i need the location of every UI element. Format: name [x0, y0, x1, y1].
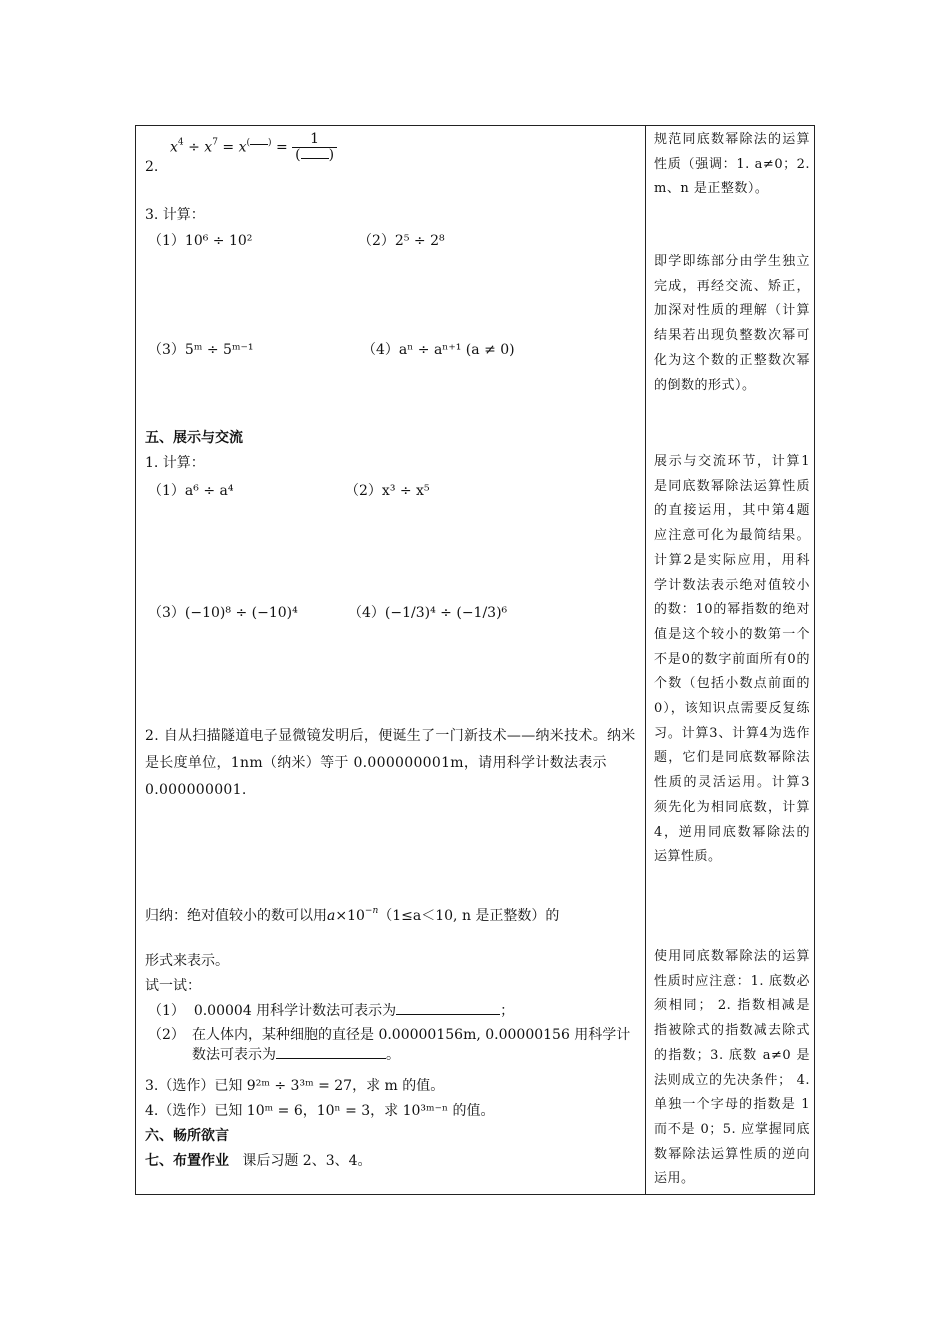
column-divider [645, 125, 646, 1195]
q2-frac-num: 1 [292, 132, 337, 148]
s5-item-4: （4）(−1/3)⁴ ÷ (−1/3)⁶ [348, 605, 508, 621]
q3-item-1: （1）10⁶ ÷ 10² [148, 233, 253, 249]
q3-optional: 3.（选作）已知 9²ᵐ ÷ 3³ᵐ = 27，求 m 的值。 [145, 1078, 445, 1094]
s5-q2-text: 2. 自从扫描隧道电子显微镜发明后，便诞生了一门新技术——纳米技术。纳米是长度单位，1nm（纳米）等于 0.000000001m，请用科学计数法表示 0.000000001. [145, 728, 636, 798]
q2-eq-1: = [217, 139, 239, 156]
s5-q1-heading: 1. 计算： [145, 455, 205, 471]
section6-title: 六、畅所欲言 [145, 1128, 229, 1144]
s5-item-3: （3）(−10)⁸ ÷ (−10)⁴ [148, 605, 298, 621]
try-item-2: 在人体内，某种细胞的直径是 0.00000156m, 0.00000156 用科学计数法可表示为 。 [192, 1027, 631, 1063]
q4-optional: 4.（选作）已知 10ᵐ = 6，10ⁿ = 3，求 10³ᵐ⁻ⁿ 的值。 [145, 1103, 495, 1119]
q2-base-1: x [170, 139, 178, 156]
q3-item-4: （4）aⁿ ÷ aⁿ⁺¹ (a ≠ 0) [362, 342, 515, 358]
q2-number: 2. [145, 159, 159, 175]
section7 [145, 1151, 372, 1171]
side-note-2: 即学即练部分由学生独立完成，再经交流、矫正，加深对性质的理解（计算结果若出现负整数次幂可化为这个数的正整数次幂的倒数的形式）。 [654, 254, 810, 393]
homework-text: 课后习题 2、3、4。 [242, 1153, 372, 1169]
q2-base-2: x [204, 139, 213, 156]
q2-exp-1: 4 [177, 137, 184, 148]
summary-line2: 形式来表示。 [145, 953, 229, 969]
summary-formula: a [327, 908, 336, 924]
q2-exp-2: 7 [212, 137, 218, 148]
q3-item-3: （3）5ᵐ ÷ 5ᵐ⁻¹ [148, 342, 254, 358]
side-note-4: 使用同底数幂除法的运算性质时应注意：1. 底数必须相同； 2. 指数相减是指被除式的指数减去除式的指数；3. 底数 a≠0 是法则成立的先决条件； 4. 单独一个字母的指数是 1 而不是 0；5. 应掌握同底数幂除法运算性质的逆向运用。 [654, 949, 810, 1187]
side-note-3: 展示与交流环节，计算1是同底数幂除法运算性质的直接运用，其中第4题应注意可化为最简结果。计算2是实际应用，用科学计数法表示绝对值较小的数：10的幂指数的绝对值是这个较小的数第一个不是0的数字前面所有0的个数（包括小数点前面的0），该知识点需要反复练习。计算3、计算4为选作题，它们是同底数幂除法性质的灵活运用。计算3须先化为相同底数，计算4，逆用同底数幂除法的运算性质。 [654, 454, 810, 865]
summary-line1: 归纳：绝对值较小的数可以用$a\times 10^{-n}(1\le a<10$, n 是正整数）的 [145, 906, 560, 924]
section5-title: 五、展示与交流 [145, 430, 243, 446]
try-1-answer-blank[interactable] [396, 1014, 500, 1015]
try-heading: 试一试： [145, 978, 201, 994]
s5-item-2: （2）x³ ÷ x⁵ [345, 483, 430, 499]
q3-item-2: （2）2⁵ ÷ 2⁸ [358, 233, 445, 249]
s5-item-1: （1）a⁶ ÷ a⁴ [148, 483, 234, 499]
q2-expression [170, 132, 337, 163]
side-note-1: 规范同底数幂除法的运算性质（强调：1. a≠0；2. m、n 是正整数）。 [654, 132, 810, 197]
q3-heading: 3. 计算： [145, 207, 205, 223]
q2-op: ÷ [183, 139, 205, 156]
q2-eq-2: = [271, 139, 293, 156]
q2-frac-den-blank: ( ) [295, 147, 335, 163]
summary-formula-exp: −n [364, 906, 379, 916]
try-item-1: （1） 0.00004 用科学计数法可表示为 ； [148, 1003, 515, 1019]
q2-blank-exponent: ( ) [246, 137, 272, 148]
try-item-2-label: （2） [148, 1027, 185, 1043]
section7-title: 七、布置作业 [145, 1153, 229, 1169]
q2-base-3: x [238, 139, 247, 156]
q2-fraction [292, 132, 337, 163]
try-2-answer-blank[interactable] [276, 1058, 386, 1059]
